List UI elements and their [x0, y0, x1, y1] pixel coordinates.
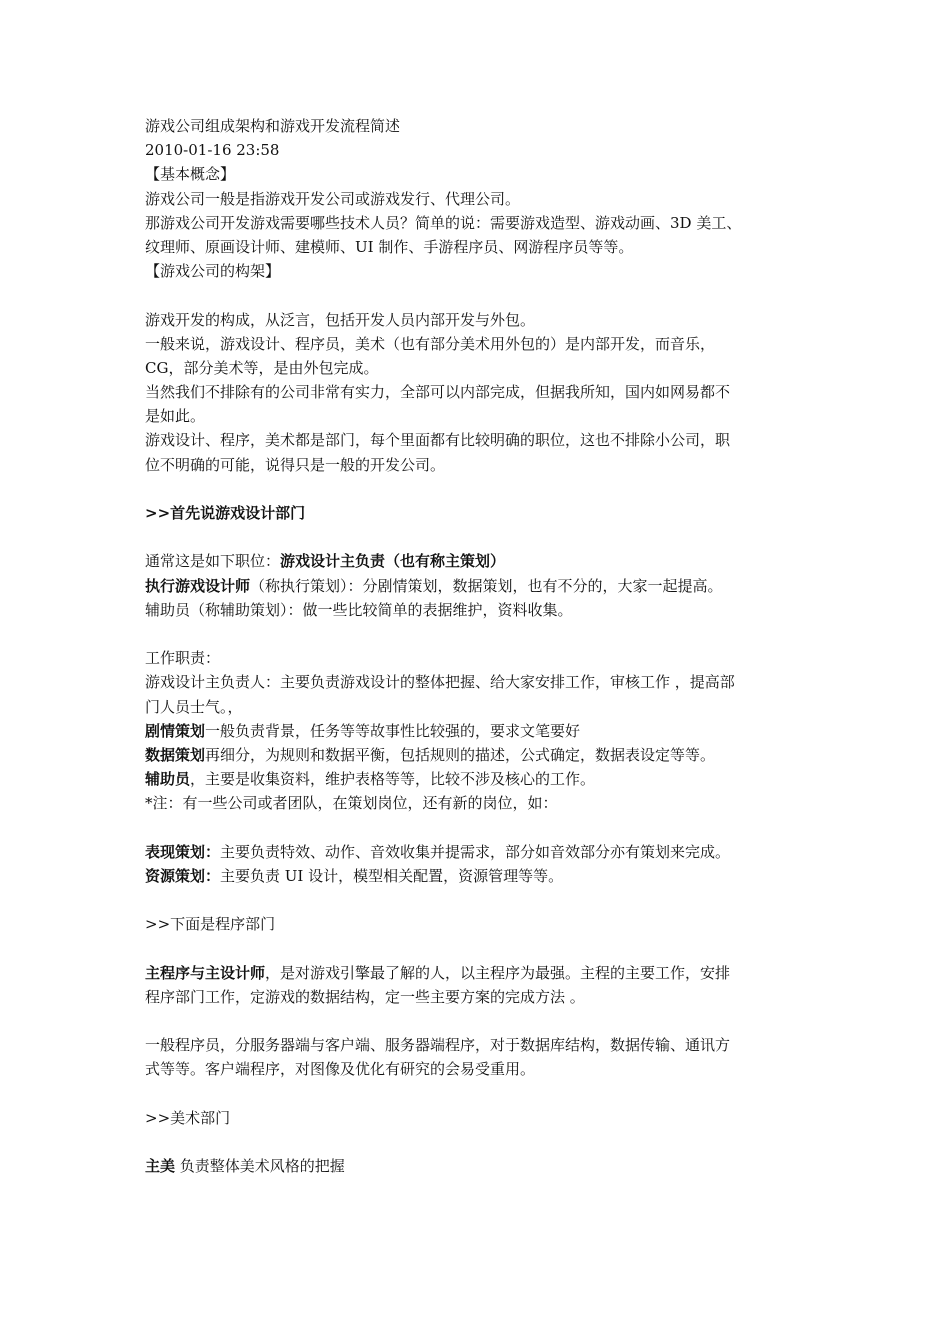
main-programmer-desc-a: ，是对游戏引擎最了解的人，以主程序为最强。主程的主要工作，安排	[265, 963, 731, 982]
plot-planner-desc: 一般负责背景，任务等等故事性比较强的，要求文笔要好	[205, 721, 581, 740]
spacer	[145, 1009, 815, 1033]
assistant-duty-line	[145, 767, 815, 791]
plot-planner-title: 剧情策划	[145, 721, 206, 740]
performance-planner-line	[145, 840, 815, 864]
data-planner-line	[145, 743, 815, 767]
general-programmer-line-a: 一般程序员，分服务器端与客户端、服务器端程序，对于数据库结构，数据传输、通讯方	[145, 1036, 731, 1055]
assistant-line: 辅助员（称辅助策划）：做一些比较简单的表据维护，资料收集。	[145, 600, 573, 619]
spacer	[145, 1082, 815, 1106]
spacer	[145, 815, 815, 839]
structure-paragraph-2b: CG，部分美术等，是由外包完成。	[145, 358, 379, 377]
data-planner-desc: 再细分，为规则和数据平衡，包括规则的描述，公式确定，数据表设定等等。	[205, 745, 716, 764]
exec-designer-desc: （称执行策划）：分剧情策划，数据策划，也有不分的，大家一起提高。	[250, 576, 723, 595]
spacer	[145, 888, 815, 912]
exec-designer-line	[145, 574, 815, 598]
duties-heading: 工作职责：	[145, 649, 221, 668]
exec-designer-title: 执行游戏设计师	[145, 576, 251, 595]
data-planner-title: 数据策划	[145, 745, 206, 764]
document-page	[145, 114, 815, 1178]
main-programmer-title: 主程序与主设计师	[145, 963, 266, 982]
art-lead-title: 主美	[145, 1157, 176, 1176]
basic-paragraph-2a: 那游戏公司开发游戏需要哪些技术人员？简单的说：需要游戏造型、游戏动画、3D 美工、	[145, 213, 742, 232]
structure-paragraph-2a: 一般来说，游戏设计、程序员，美术（也有部分美术用外包的）是内部开发，而音乐，	[145, 334, 716, 353]
design-positions-line	[145, 549, 815, 573]
spacer	[145, 477, 815, 501]
main-programmer-line-a	[145, 961, 815, 985]
spacer	[145, 622, 815, 646]
art-lead-desc: 负责整体美术风格的把握	[175, 1157, 345, 1176]
design-positions-lead-role: 游戏设计主负责（也有称主策划）	[280, 552, 506, 571]
spacer	[145, 525, 815, 549]
performance-planner-desc: 主要负责特效、动作、音效收集并提需求，部分如音效部分亦有策划来完成。	[220, 842, 731, 861]
duties-paragraph-1b: 门人员士气。，	[145, 697, 243, 716]
spacer	[145, 1130, 815, 1154]
main-programmer-line-b: 程序部门工作，定游戏的数据结构，定一些主要方案的完成方法 。	[145, 987, 585, 1006]
note-line: *注：有一些公司或者团队，在策划岗位，还有新的岗位，如：	[145, 794, 558, 813]
structure-paragraph-1: 游戏开发的构成，从泛言，包括开发人员内部开发与外包。	[145, 310, 536, 329]
doc-timestamp: 2010-01-16 23:58	[145, 141, 280, 160]
assistant-duty-title: 辅助员	[145, 770, 191, 789]
structure-paragraph-3a: 当然我们不排除有的公司非常有实力，全部可以内部完成，但据我所知，国内如网易都不	[145, 383, 731, 402]
plot-planner-line	[145, 719, 815, 743]
design-positions-lead: 通常这是如下职位：	[145, 552, 281, 571]
structure-paragraph-3b: 是如此。	[145, 407, 206, 426]
resource-planner-title: 资源策划：	[145, 866, 221, 885]
resource-planner-desc: 主要负责 UI 设计，模型相关配置，资源管理等等。	[220, 866, 564, 885]
program-department-heading: >>下面是程序部门	[145, 915, 276, 934]
art-lead-line	[145, 1154, 815, 1178]
assistant-duty-desc: ，主要是收集资料，维护表格等等，比较不涉及核心的工作。	[190, 770, 596, 789]
section-structure-heading: 【游戏公司的构架】	[145, 262, 281, 281]
art-department-heading: >>美术部门	[145, 1108, 231, 1127]
doc-title: 游戏公司组成架构和游戏开发流程简述	[145, 117, 401, 135]
resource-planner-line	[145, 864, 815, 888]
spacer	[145, 283, 815, 307]
general-programmer-line-b: 式等等。客户端程序，对图像及优化有研究的会易受重用。	[145, 1060, 536, 1079]
basic-paragraph-2b: 纹理师、原画设计师、建模师、UI 制作、手游程序员、网游程序员等等。	[145, 237, 634, 256]
structure-paragraph-4b: 位不明确的可能，说得只是一般的开发公司。	[145, 455, 446, 474]
section-basic-heading: 【基本概念】	[145, 165, 236, 184]
performance-planner-title: 表现策划：	[145, 842, 221, 861]
duties-paragraph-1a: 游戏设计主负责人：主要负责游戏设计的整体把握、给大家安排工作，审核工作 ，提高部	[145, 673, 735, 692]
basic-paragraph-1: 游戏公司一般是指游戏开发公司或游戏发行、代理公司。	[145, 189, 521, 208]
spacer	[145, 936, 815, 960]
design-department-heading: >>首先说游戏设计部门	[145, 504, 306, 522]
structure-paragraph-4a: 游戏设计、程序，美术都是部门，每个里面都有比较明确的职位，这也不排除小公司，职	[145, 431, 731, 450]
